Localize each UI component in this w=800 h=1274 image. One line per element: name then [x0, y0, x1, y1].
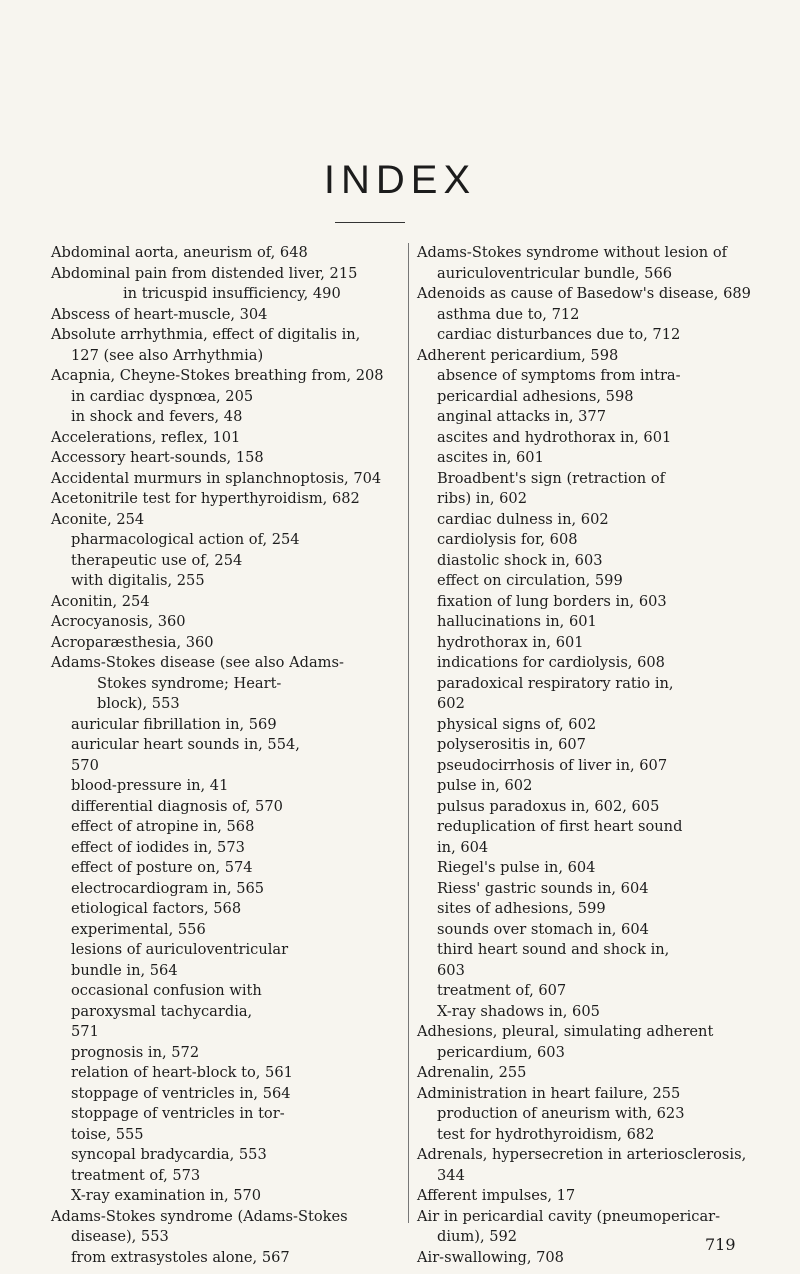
- index-entry: in shock and fevers, 48: [71, 408, 243, 425]
- index-entry: Abdominal aorta, aneurism of, 648: [51, 244, 308, 261]
- index-entry: 571: [71, 1023, 99, 1040]
- index-entry: occasional confusion with: [71, 982, 262, 999]
- index-entry: Acetonitrile test for hyperthyroidism, 682: [51, 490, 360, 507]
- index-entry: pulsus paradoxus in, 602, 605: [437, 797, 660, 815]
- index-entry: lesions of auriculoventricular: [71, 941, 289, 958]
- index-entry: paroxysmal tachycardia,: [71, 1002, 253, 1020]
- index-entry: effect of posture on, 574: [71, 859, 253, 876]
- index-entry: cardiac dulness in, 602: [437, 510, 609, 528]
- index-entry: in, 604: [437, 838, 489, 856]
- index-entry: Aconite, 254: [51, 510, 145, 528]
- title-rule: [335, 222, 405, 223]
- index-entry: Adherent pericardium, 598: [417, 346, 619, 364]
- index-entry: Accidental murmurs in splanchnoptosis, 704: [51, 469, 382, 487]
- index-entry: Abscess of heart-muscle, 304: [51, 305, 268, 323]
- index-entry: Adams-Stokes syndrome (Adams-Stokes: [51, 1207, 348, 1225]
- index-entry: production of aneurism with, 623: [437, 1105, 685, 1122]
- index-entry: auricular heart sounds in, 554,: [71, 736, 300, 753]
- index-entry: sounds over stomach in, 604: [437, 920, 649, 938]
- index-entry: 602: [437, 695, 465, 712]
- index-entry: auricular fibrillation in, 569: [71, 715, 277, 733]
- index-entry: Air-swallowing, 708: [417, 1248, 564, 1266]
- index-entry: blood-pressure in, 41: [71, 777, 229, 794]
- index-entry: 127 (see also Arrhythmia): [71, 346, 264, 364]
- index-entry: block), 553: [97, 695, 180, 712]
- index-entry: stoppage of ventricles in tor-: [71, 1105, 285, 1122]
- index-entry: test for hydrothyroidism, 682: [437, 1125, 655, 1143]
- index-entry: effect of atropine in, 568: [71, 818, 255, 835]
- index-entry: cardiolysis for, 608: [437, 531, 578, 548]
- index-entry: Afferent impulses, 17: [417, 1187, 576, 1204]
- index-entry: Aconitin, 254: [51, 592, 150, 610]
- index-entry: 570: [71, 756, 99, 774]
- index-entry: polyserositis in, 607: [437, 736, 586, 753]
- index-entry: anginal attacks in, 377: [437, 408, 606, 425]
- index-entry: Riess' gastric sounds in, 604: [437, 879, 649, 897]
- index-entry: ribs) in, 602: [437, 490, 528, 507]
- index-entry: paradoxical respiratory ratio in,: [437, 674, 674, 692]
- index-entry: treatment of, 573: [71, 1166, 201, 1184]
- index-entry: sites of adhesions, 599: [437, 900, 606, 917]
- index-entry: therapeutic use of, 254: [71, 551, 243, 569]
- index-entry: physical signs of, 602: [437, 715, 597, 733]
- index-entry: Stokes syndrome; Heart-: [97, 674, 282, 692]
- index-entry: syncopal bradycardia, 553: [71, 1146, 267, 1163]
- index-entry: pulse in, 602: [437, 777, 533, 794]
- index-entry: Acrocyanosis, 360: [51, 613, 186, 630]
- index-entry: differential diagnosis of, 570: [71, 797, 283, 815]
- index-entry: 603: [437, 961, 465, 979]
- index-entry: Accelerations, reflex, 101: [51, 428, 241, 446]
- index-entry: pseudocirrhosis of liver in, 607: [437, 756, 668, 774]
- index-entry: pharmacological action of, 254: [71, 531, 300, 548]
- index-entry: asthma due to, 712: [437, 305, 580, 323]
- index-entry: effect of iodides in, 573: [71, 838, 245, 856]
- index-entry: dium), 592: [437, 1228, 518, 1245]
- index-entry: in cardiac dyspnœa, 205: [71, 387, 254, 405]
- page-title: INDEX: [323, 158, 477, 202]
- index-entry: X-ray examination in, 570: [71, 1187, 262, 1204]
- index-entry: indications for cardiolysis, 608: [437, 654, 665, 671]
- index-entry: auriculoventricular bundle, 566: [437, 264, 673, 282]
- index-entry: Adrenalin, 255: [417, 1064, 527, 1081]
- index-entry: hydrothorax in, 601: [437, 633, 584, 651]
- index-entry: Riegel's pulse in, 604: [437, 859, 596, 876]
- index-column-left: [51, 243, 386, 1268]
- index-entry: Adrenals, hypersecretion in arteriosclerosis,: [417, 1146, 747, 1163]
- index-entry: pericardial adhesions, 598: [437, 387, 634, 405]
- index-entry: in tricuspid insufficiency, 490: [123, 285, 341, 302]
- index-entry: 344: [437, 1166, 465, 1184]
- index-entry: fixation of lung borders in, 603: [437, 592, 667, 610]
- index-entry: Broadbent's sign (retraction of: [437, 469, 666, 487]
- index-entry: Air in pericardial cavity (pneumopericar-: [417, 1207, 721, 1225]
- index-entry: Absolute arrhythmia, effect of digitalis in,: [51, 326, 361, 343]
- index-entry: etiological factors, 568: [71, 900, 242, 917]
- index-entry: stoppage of ventricles in, 564: [71, 1084, 291, 1102]
- index-entry: treatment of, 607: [437, 982, 567, 999]
- index-entry: toise, 555: [71, 1125, 144, 1143]
- index-entry: relation of heart-block to, 561: [71, 1064, 293, 1081]
- index-entry: experimental, 556: [71, 920, 206, 938]
- index-entry: from extrasystoles alone, 567: [71, 1248, 290, 1266]
- index-entry: ascites and hydrothorax in, 601: [437, 428, 672, 446]
- index-entry: Adams-Stokes syndrome without lesion of: [417, 244, 728, 261]
- index-entry: Administration in heart failure, 255: [417, 1084, 681, 1102]
- index-entry: X-ray shadows in, 605: [437, 1002, 600, 1020]
- index-entry: diastolic shock in, 603: [437, 551, 603, 569]
- index-entry: Acroparæsthesia, 360: [51, 633, 214, 651]
- index-entry: Adenoids as cause of Basedow's disease, 689: [417, 285, 751, 302]
- index-entry: with digitalis, 255: [71, 572, 205, 589]
- index-entry: Accessory heart-sounds, 158: [51, 449, 264, 466]
- index-entry: bundle in, 564: [71, 961, 178, 979]
- index-entry: cardiac disturbances due to, 712: [437, 326, 681, 343]
- index-entry: Acapnia, Cheyne-Stokes breathing from, 208: [51, 367, 384, 384]
- index-entry: hallucinations in, 601: [437, 613, 597, 630]
- index-entry: Abdominal pain from distended liver, 215: [51, 264, 358, 282]
- index-entry: effect on circulation, 599: [437, 572, 623, 589]
- index-entry: third heart sound and shock in,: [437, 941, 670, 958]
- index-entry: Adhesions, pleural, simulating adherent: [417, 1023, 714, 1040]
- index-entry: ascites in, 601: [437, 449, 544, 466]
- index-entry: reduplication of first heart sound: [437, 818, 683, 835]
- page-number: 719: [705, 1235, 736, 1254]
- index-entry: disease), 553: [71, 1228, 169, 1245]
- index-entry: electrocardiogram in, 565: [71, 879, 265, 897]
- index-entry: absence of symptoms from intra-: [437, 367, 681, 384]
- index-entry: Adams-Stokes disease (see also Adams-: [51, 654, 344, 671]
- index-entry: pericardium, 603: [437, 1043, 565, 1061]
- index-entry: prognosis in, 572: [71, 1043, 200, 1061]
